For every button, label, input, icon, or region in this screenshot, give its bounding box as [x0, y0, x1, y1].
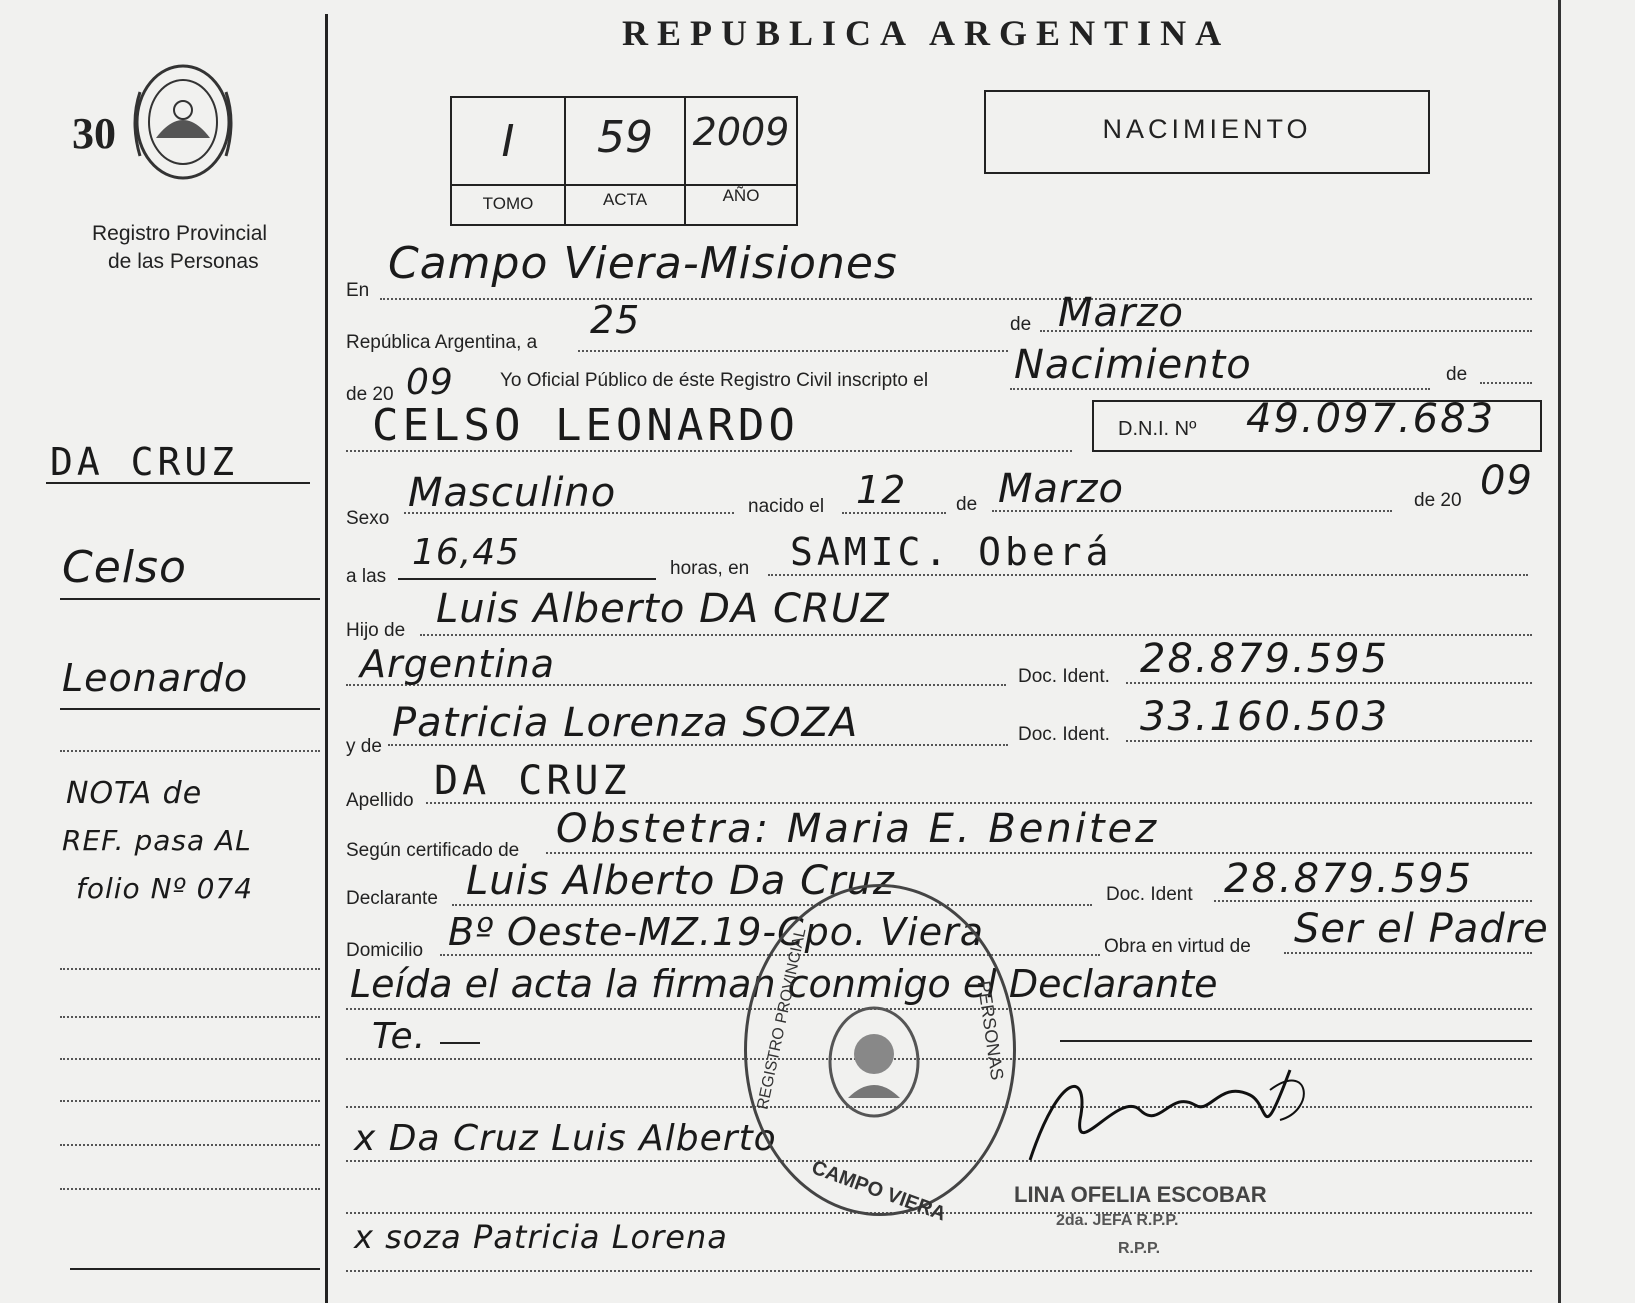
a-las-label: a las: [346, 566, 387, 587]
margin-note-line2: REF. pasa AL: [62, 824, 252, 857]
margin-second-name: Leonardo: [62, 656, 249, 700]
page-title: REPUBLICA ARGENTINA: [622, 13, 1231, 53]
record-type-box: [984, 90, 1430, 174]
margin-dots-3: [60, 1016, 320, 1018]
doc-ident-label-3: Doc. Ident: [1106, 884, 1193, 905]
declarante-doc-value: 28.879.595: [1224, 856, 1474, 902]
row1-dots: [380, 298, 1532, 300]
row11-dots: [546, 852, 1532, 854]
stamp-ring-left: REGISTRO PROVINCIAL: [754, 926, 810, 1112]
margin-surname: DA CRUZ: [50, 440, 239, 484]
stamp-ring-bottom: CAMPO VIERA: [808, 1156, 949, 1226]
margin-rule-2: [60, 598, 320, 600]
registry-name-line1: Registro Provincial: [92, 222, 268, 245]
tomo-label: TOMO: [482, 194, 534, 213]
margin-dots-1: [60, 750, 320, 752]
closing-tail: [1060, 1040, 1532, 1042]
official-title: 2da. JEFA R.P.P.: [1056, 1212, 1179, 1229]
margin-dots-7: [60, 1188, 320, 1190]
nacido-label: nacido el: [748, 496, 825, 517]
margin-rule-4: [70, 1268, 320, 1270]
birth-month-value: Marzo: [998, 466, 1124, 512]
domicilio-label: Domicilio: [346, 940, 424, 961]
row8-dots-b: [1126, 682, 1532, 684]
official-name: LINA OFELIA ESCOBAR: [1014, 1182, 1267, 1207]
doc-ident-label-2: Doc. Ident.: [1018, 724, 1110, 745]
declarante-label: Declarante: [346, 888, 438, 909]
apellido-label: Apellido: [346, 790, 414, 811]
de-20-label: de 20: [346, 384, 394, 405]
page-divider: [325, 14, 328, 1303]
row5-dots-b: [842, 512, 946, 514]
de-label-3: de: [956, 494, 978, 515]
margin-dots-2: [60, 968, 320, 970]
margin-rule-3: [60, 708, 320, 710]
en-label: En: [346, 280, 370, 301]
day-value: 25: [590, 298, 641, 342]
stamp-ring-right: PERSONAS: [973, 979, 1008, 1082]
place-value: Campo Viera-Misiones: [388, 238, 898, 289]
year-suffix-value: 09: [406, 362, 454, 403]
row12-dots-a: [452, 904, 1092, 906]
month-value: Marzo: [1058, 290, 1184, 336]
record-type: NACIMIENTO: [1102, 114, 1312, 144]
de-label-2: de: [1446, 364, 1468, 385]
acta-value: 59: [597, 112, 653, 163]
mother-name-value: Patricia Lorenza SOZA: [392, 700, 859, 746]
page-number: 30: [72, 109, 116, 158]
margin-rule-1: [46, 482, 310, 484]
signature-mother: x soza Patricia Lorena: [354, 1218, 728, 1256]
margin-dots-4: [60, 1058, 320, 1060]
apellido-value: DA CRUZ: [434, 758, 631, 804]
de-20-label-2: de 20: [1414, 490, 1462, 511]
row13-dots-b: [1284, 952, 1532, 954]
sexo-value: Masculino: [408, 470, 617, 516]
province-seal-icon: [126, 52, 240, 192]
dni-box: [1092, 396, 1542, 452]
registry-name-line2: de las Personas: [108, 250, 259, 273]
mother-doc-value: 33.160.503: [1140, 694, 1390, 740]
certificado-value: Obstetra: Maria E. Benitez: [556, 806, 1160, 852]
sexo-label: Sexo: [346, 508, 390, 529]
birth-day-value: 12: [856, 468, 907, 512]
father-name-value: Luis Alberto DA CRUZ: [436, 586, 890, 632]
birth-year-suffix-value: 09: [1480, 458, 1533, 504]
row6-line-a: [398, 578, 656, 580]
stamp-emblem-icon: [824, 1002, 924, 1122]
republica-label: República Argentina, a: [346, 332, 538, 353]
obra-label: Obra en virtud de: [1104, 936, 1251, 957]
closing-line1: Leída el acta la firman conmigo el Declarante: [350, 962, 1218, 1006]
dni-label: D.N.I. Nº: [1118, 418, 1197, 440]
doc-ident-label-1: Doc. Ident.: [1018, 666, 1110, 687]
record-number-box: [450, 96, 798, 226]
oficial-label: Yo Oficial Público de éste Registro Civil inscripto el: [500, 370, 929, 391]
row3-dots-end: [1480, 382, 1532, 384]
acta-label: ACTA: [602, 190, 648, 209]
anio-value: 2009: [692, 110, 790, 154]
anio-label: AÑO: [722, 186, 760, 205]
margin-note-line3: folio Nº 074: [76, 872, 254, 905]
dni-value: 49.097.683: [1246, 396, 1496, 442]
obra-value: Ser el Padre: [1294, 906, 1549, 952]
margin-dots-5: [60, 1100, 320, 1102]
row6-dots: [768, 574, 1528, 576]
official-signature-icon: [1020, 1050, 1320, 1180]
segun-label: Según certificado de: [346, 840, 520, 861]
signature-declarante: x Da Cruz Luis Alberto: [354, 1118, 777, 1159]
declarante-value: Luis Alberto Da Cruz: [466, 858, 895, 904]
row9-dots-b: [1126, 740, 1532, 742]
row2-dots-a: [578, 350, 1008, 352]
closing-dash: [440, 1042, 480, 1044]
hour-value: 16,45: [412, 532, 521, 573]
y-de-label: y de: [346, 736, 382, 757]
birth-place-value: SAMIC. Oberá: [790, 530, 1113, 574]
domicilio-value: Bº Oeste-MZ.19-Cpo. Viera: [448, 910, 984, 954]
tomo-value: I: [501, 116, 515, 167]
closing-line2: Te.: [372, 1016, 427, 1057]
inscripto-value: Nacimiento: [1014, 342, 1252, 388]
full-name-value: CELSO LEONARDO: [372, 400, 799, 451]
de-label-1: de: [1010, 314, 1032, 335]
horas-label: horas, en: [670, 558, 750, 579]
margin-dots-6: [60, 1144, 320, 1146]
right-border: [1558, 0, 1561, 1303]
row19-dots: [346, 1270, 1532, 1272]
row3-dots: [1010, 388, 1430, 390]
margin-first-name: Celso: [62, 542, 187, 593]
margin-note-line1: NOTA de: [66, 776, 203, 811]
hijo-label: Hijo de: [346, 620, 406, 641]
official-unit: R.P.P.: [1118, 1240, 1161, 1257]
father-doc-value: 28.879.595: [1140, 636, 1390, 682]
father-nationality-value: Argentina: [360, 642, 556, 686]
